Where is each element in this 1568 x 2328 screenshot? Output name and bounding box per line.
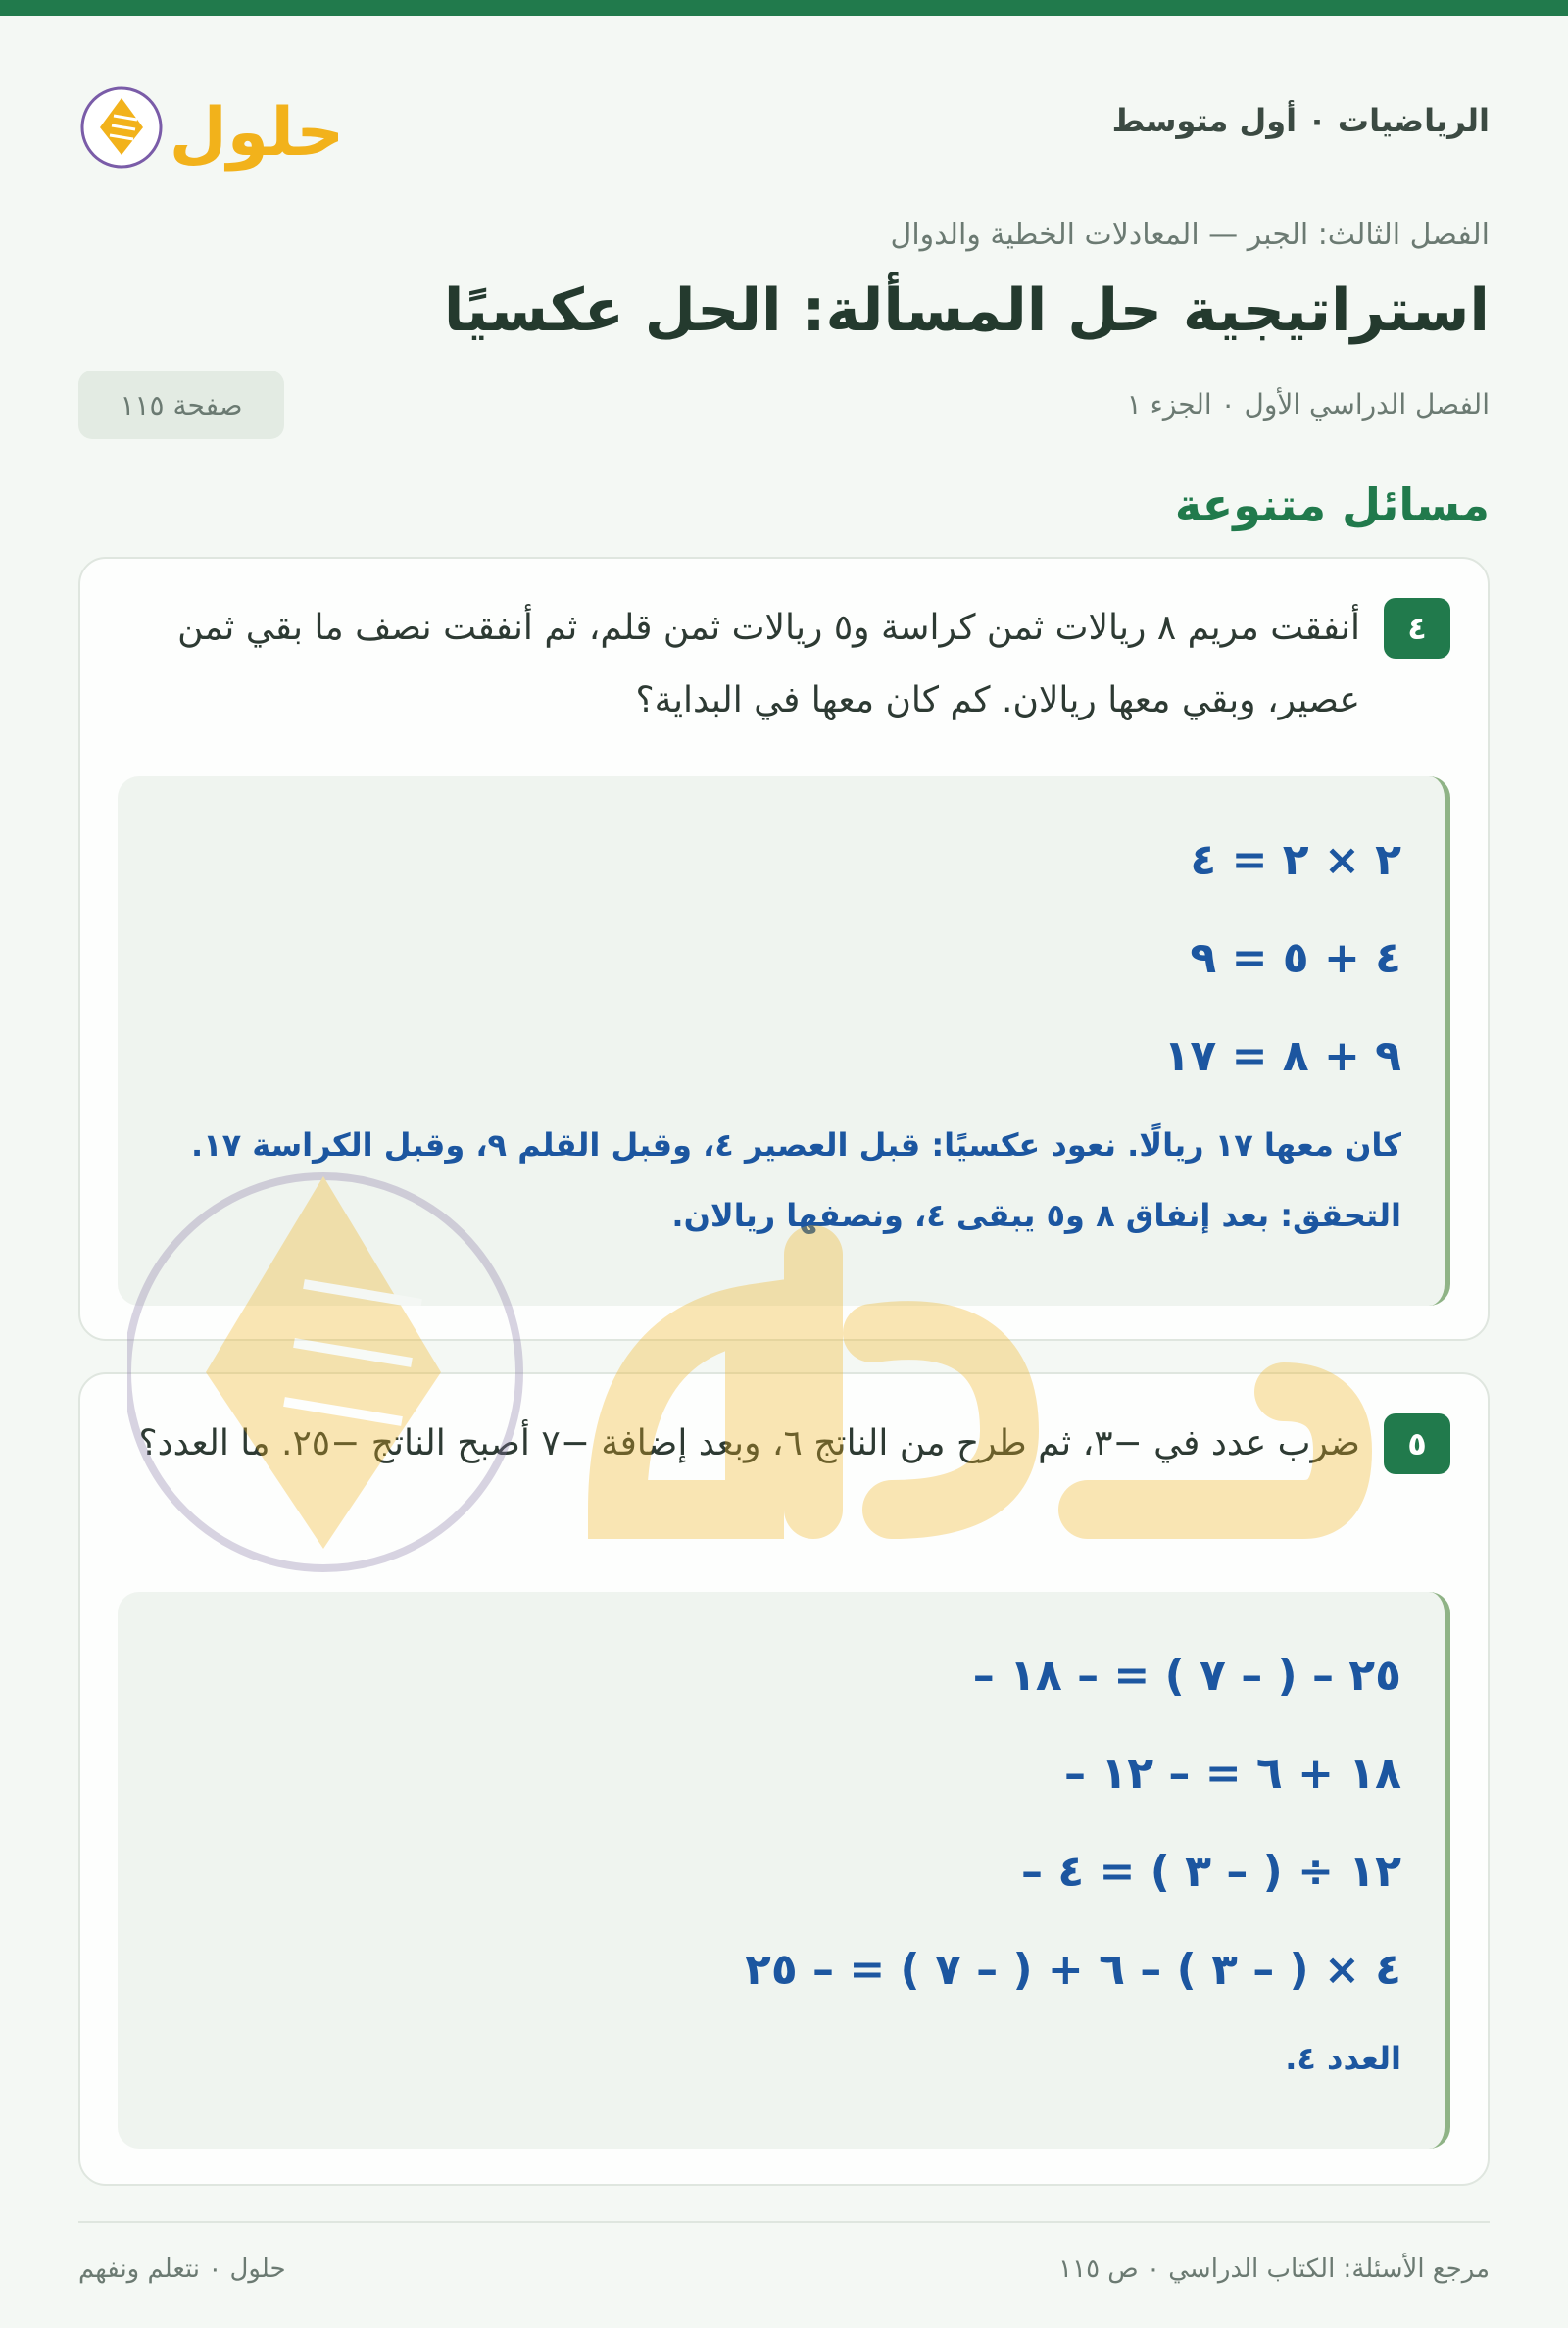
footer-reference: مرجع الأسئلة: الكتاب الدراسي ٠ ص ١١٥ (1058, 2254, 1490, 2284)
section-title: مسائل متنوعة (1174, 478, 1490, 531)
page-title: استراتيجية حل المسألة: الحل عكسيًا (443, 276, 1490, 345)
problem-card-4 (78, 557, 1490, 1341)
solution-step: ٩ + ٨ = ١٧ (1163, 1031, 1401, 1081)
page-number-badge: صفحة ١١٥ (78, 371, 284, 439)
solution-step: – ١٨ + ٦ = – ١٢ (1064, 1749, 1401, 1799)
solution-note: كان معها ١٧ ريالًا. نعود عكسيًا: قبل العصير ٤، وقبل القلم ٩، وقبل الكراسة ١٧. التحقق: بعد إنفاق ٨ و٥ يبقى ٤، ونصفها ريالان. (190, 1126, 1401, 1234)
subject-grade-label: الرياضيات ٠ أول متوسط (1111, 102, 1490, 139)
footer-brand: حلول ٠ نتعلم ونفهم (78, 2254, 286, 2284)
solution-step: ٤ + ٥ = ٩ (1190, 933, 1401, 983)
logo-text: حلول (169, 94, 345, 172)
solution-box (118, 776, 1450, 1306)
solution-step: ٤ × ( – ٣ ) – ٦ + ( – ٧ ) = – ٢٥ (745, 1945, 1401, 1995)
top-accent-bar (0, 0, 1568, 16)
footer-divider (78, 2221, 1490, 2223)
problem-question: أنفقت مريم ٨ ريالات ثمن كراسة و٥ ريالات ثمن قلم، ثم أنفقت نصف ما بقي ثمن عصير، وبقي معها ريالان. كم كان معها في البداية؟ (177, 608, 1360, 720)
page-header (78, 59, 1490, 176)
solution-box (118, 1592, 1450, 2149)
solution-note: العدد ٤. (1285, 2040, 1401, 2077)
solution-step: ٢ × ٢ = ٤ (1190, 835, 1401, 885)
hulool-logo[interactable] (78, 59, 353, 176)
semester-label: الفصل الدراسي الأول ٠ الجزء ١ (1126, 388, 1490, 421)
problem-question: ضرب عدد في −٣، ثم طرح من الناتج ٦، وبعد إضافة −٧ أصبح الناتج −٢٥. ما العدد؟ (138, 1423, 1360, 1463)
chapter-label: الفصل الثالث: الجبر — المعادلات الخطية والدوال (890, 218, 1490, 252)
problem-number-badge: ٥ (1384, 1413, 1450, 1474)
solution-step: – ١٢ ÷ ( – ٣ ) = ٤ (1021, 1847, 1401, 1897)
problem-number-badge: ٤ (1384, 598, 1450, 659)
solution-step: – ٢٥ – ( – ٧ ) = – ١٨ (972, 1651, 1401, 1701)
problem-card-5 (78, 1372, 1490, 2186)
